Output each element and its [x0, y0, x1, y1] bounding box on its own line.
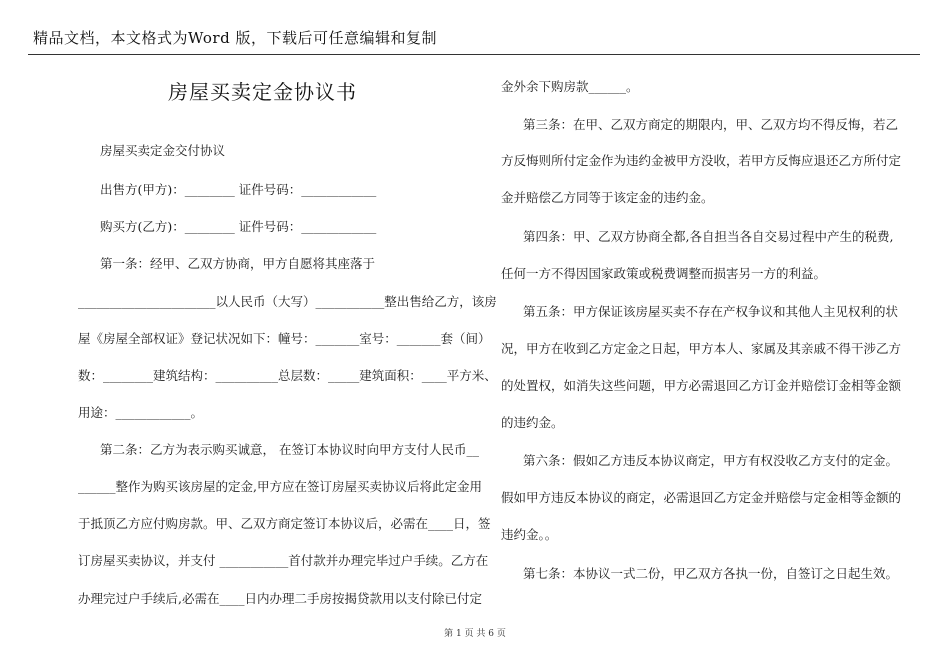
paragraph-line: 第六条：假如乙方违反本协议商定，甲方有权没收乙方支付的定金。	[523, 453, 899, 468]
paragraph-line: 购买方(乙方)：________ 证件号码：____________	[100, 219, 377, 234]
paragraph-line: 任何一方不得因国家政策或税费调整而损害另一方的利益。	[501, 266, 827, 281]
paragraph-line: 屋《房屋全部权证》登记状况如下：幢号：_______室号：_______套（间）	[78, 331, 491, 346]
document-title: 房屋买卖定金协议书	[168, 80, 357, 104]
paragraph-line: 违约金。。	[501, 527, 558, 542]
paragraph-line: 第三条：在甲、乙双方商定的期限内，甲、乙双方均不得反悔，若乙	[523, 117, 899, 132]
paragraph-line: 方反悔则所付定金作为违约金被甲方没收，若甲方反悔应退还乙方所付定	[501, 153, 902, 168]
page-number: 第 1 页 共 6 页	[444, 629, 506, 639]
paragraph-line: 数：________建筑结构：__________总层数：_____建筑面积：____平方米、	[78, 368, 497, 383]
paragraph-line: 的违约金。	[501, 415, 564, 430]
paragraph-line: 假如甲方违反本协议的商定，必需退回乙方定金并赔偿与定金相等金额的	[501, 490, 902, 505]
paragraph-line: 金外余下购房款______。	[501, 79, 639, 94]
paragraph-line: 订房屋买卖协议，并支付 ___________首付款并办理完毕过户手续。乙方在	[78, 553, 489, 568]
paragraph-line: 房屋买卖定金交付协议	[100, 143, 226, 158]
paragraph-line: ______________________以人民币（大写）___________整出售给乙方，该房	[78, 294, 497, 309]
paragraph-line: 第七条：本协议一式二份，甲乙双方各执一份，自签订之日起生效。	[523, 566, 899, 581]
paragraph-line: 第四条：甲、乙双方协商全都,各自担当各自交易过程中产生的税费,	[523, 229, 894, 244]
paragraph-line: 况，甲方在收到乙方定金之日起，甲方本人、家属及其亲戚不得干涉乙方	[501, 341, 902, 356]
paragraph-line: 第二条：乙方为表示购买诚意， 在签订本协议时向甲方支付人民币__	[100, 442, 479, 457]
page-header: 精品文档，本文格式为Word 版，下载后可任意编辑和复制	[33, 29, 437, 47]
paragraph-line: 第五条：甲方保证该房屋买卖不存在产权争议和其他人主见权利的状	[523, 304, 899, 319]
paragraph-line: 出售方(甲方)：________ 证件号码：____________	[100, 182, 377, 197]
paragraph-line: 的处置权，如消失这些问题，甲方必需退回乙方订金并赔偿订金相等金额	[501, 378, 902, 393]
paragraph-line: 于抵顶乙方应付购房款。甲、乙双方商定签订本协议后，必需在____日，签	[78, 516, 491, 531]
paragraph-line: 第一条：经甲、乙双方协商，甲方自愿将其座落于	[100, 256, 376, 271]
paragraph-line: ______整作为购买该房屋的定金,甲方应在签订房屋买卖协议后将此定金用	[78, 479, 482, 494]
paragraph-line: 办理完过户手续后,必需在____日内办理二手房按揭贷款用以支付除已付定	[78, 591, 482, 606]
header-rule	[28, 54, 920, 55]
paragraph-line: 用途：____________。	[78, 405, 204, 420]
paragraph-line: 金并赔偿乙方同等于该定金的违约金。	[501, 190, 714, 205]
